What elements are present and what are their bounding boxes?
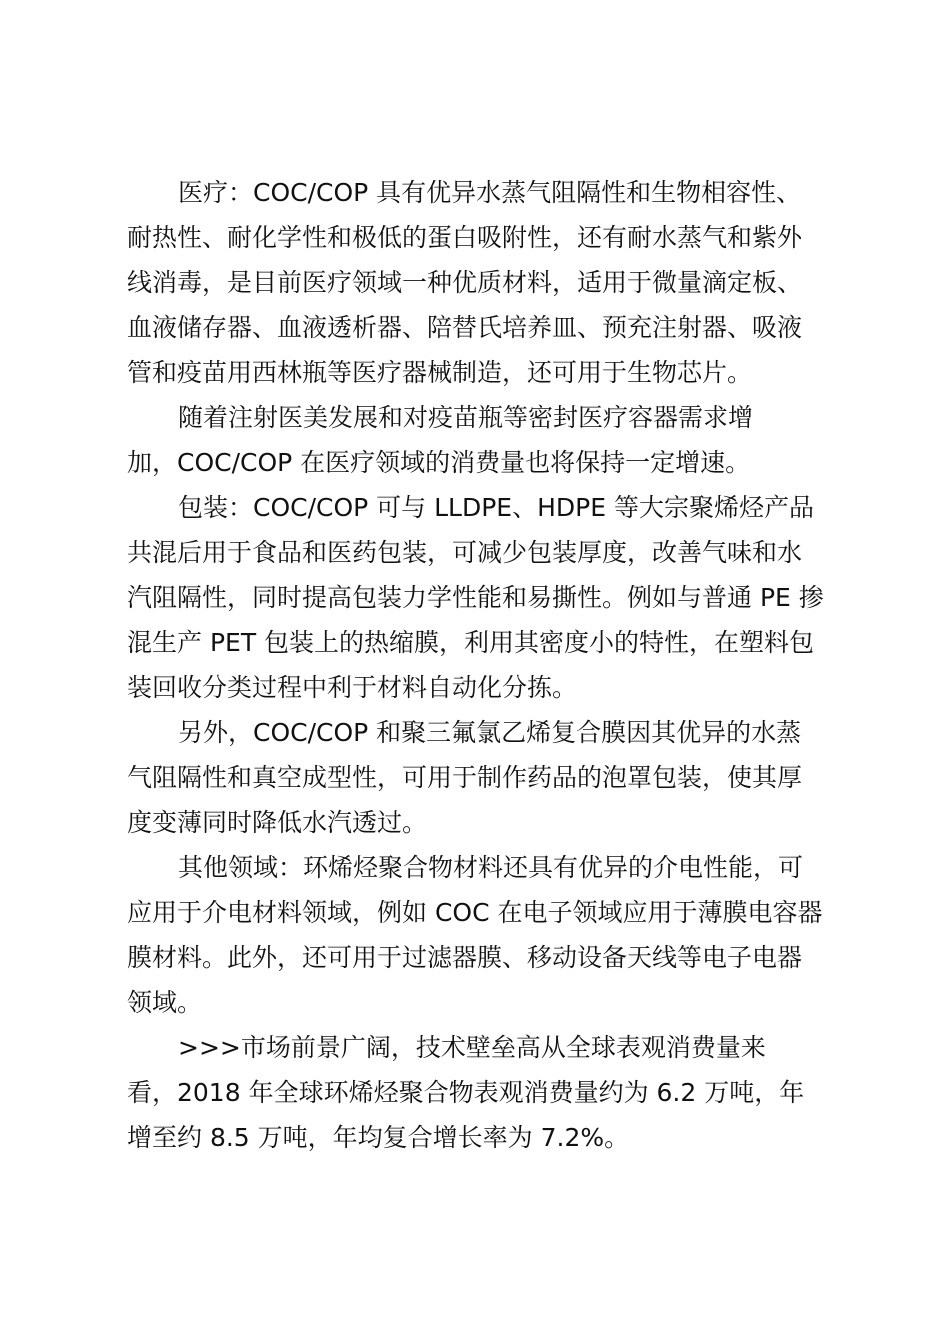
paragraph-medical-outlook (127, 395, 837, 485)
text-line: 加，COC/COP 在医疗领域的消费量也将保持一定增速。 (127, 448, 751, 477)
text-line: 汽阻隔性，同时提高包装力学性能和易撕性。例如与普通 PE 掺 (127, 583, 824, 612)
text-line: 度变薄同时降低水汽透过。 (127, 808, 428, 837)
text-line: 医疗：COC/COP 具有优异水蒸气阻隔性和生物相容性、 (178, 178, 802, 207)
paragraph-medical (127, 170, 837, 395)
text-line: 其他领域：环烯烃聚合物材料还具有优异的介电性能，可 (178, 853, 804, 882)
text-line: 血液储存器、血液透析器、陪替氏培养皿、预充注射器、吸液 (127, 313, 803, 342)
paragraph-blister-packaging (127, 710, 837, 845)
paragraph-packaging (127, 485, 837, 710)
text-line: 另外，COC/COP 和聚三氟氯乙烯复合膜因其优异的水蒸 (178, 718, 802, 747)
text-line: 气阻隔性和真空成型性，可用于制作药品的泡罩包装，使其厚 (127, 763, 803, 792)
text-line: 装回收分类过程中利于材料自动化分拣。 (127, 673, 578, 702)
text-line: 看，2018 年全球环烯烃聚合物表观消费量约为 6.2 万吨，年 (127, 1078, 805, 1107)
text-line: 共混后用于食品和医药包装，可减少包装厚度，改善气味和水 (127, 538, 803, 567)
paragraph-other-fields (127, 845, 837, 1025)
text-line: 混生产 PET 包装上的热缩膜，利用其密度小的特性，在塑料包 (127, 628, 815, 657)
text-line: 耐热性、耐化学性和极低的蛋白吸附性，还有耐水蒸气和紫外 (127, 223, 803, 252)
text-line: 包装：COC/COP 可与 LLDPE、HDPE 等大宗聚烯烃产品 (178, 493, 814, 522)
document-body (127, 170, 837, 1160)
text-line: 领域。 (127, 988, 203, 1017)
text-line: >>>市场前景广阔，技术壁垒高从全球表观消费量来 (178, 1033, 766, 1062)
text-line: 随着注射医美发展和对疫苗瓶等密封医疗容器需求增 (178, 403, 754, 432)
paragraph-market-outlook (127, 1025, 837, 1160)
text-line: 线消毒，是目前医疗领域一种优质材料，适用于微量滴定板、 (127, 268, 803, 297)
text-line: 管和疫苗用西林瓶等医疗器械制造，还可用于生物芯片。 (127, 358, 753, 387)
text-line: 增至约 8.5 万吨，年均复合增长率为 7.2%。 (127, 1123, 630, 1152)
text-line: 膜材料。此外，还可用于过滤器膜、移动设备天线等电子电器 (127, 943, 803, 972)
text-line: 应用于介电材料领域，例如 COC 在电子领域应用于薄膜电容器 (127, 898, 823, 927)
